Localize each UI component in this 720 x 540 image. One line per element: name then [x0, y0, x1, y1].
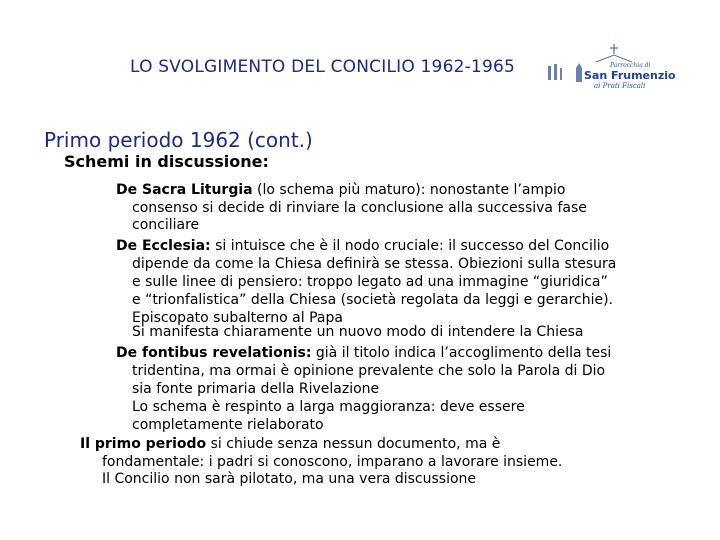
body-line: fondamentale: i padri si conoscono, imparano a lavorare insieme. — [102, 454, 563, 470]
primo-periodo-text: si chiude senza nessun documento, ma è — [206, 436, 501, 452]
de-ecclesia-text: si intuisce che è il nodo cruciale: il successo del Concilio — [210, 238, 610, 254]
body-line: conciliare — [132, 217, 200, 233]
body-line: tridentina, ma ormai è opinione prevalente che solo la Parola di Dio — [132, 363, 606, 379]
de-ecclesia-line — [116, 237, 609, 255]
de-fontibus-text: già il titolo indica l’accoglimento della tesi — [311, 345, 612, 361]
primo-periodo-line — [80, 435, 500, 453]
body-line: sia fonte primaria della Rivelazione — [132, 381, 380, 397]
de-ecclesia-label: De Ecclesia: — [116, 238, 211, 254]
sacra-liturgia-label: De Sacra Liturgia — [116, 182, 253, 198]
body-line: e “trionfalistica” della Chiesa (società regolata da leggi e gerarchie). — [132, 292, 614, 308]
body-line: dipende da come la Chiesa definirà se stessa. Obiezioni sulla stesura — [132, 256, 617, 272]
de-fontibus-label: De fontibus revelationis: — [116, 345, 312, 361]
body-line: Episcopato subalterno al Papa — [132, 310, 343, 326]
sacra-liturgia-line — [116, 181, 565, 199]
slide-title: LO SVOLGIMENTO DEL CONCILIO 1962-1965 — [130, 57, 515, 77]
sacra-liturgia-text: (lo schema più maturo): nonostante l’ampio — [252, 182, 566, 198]
logo-text-location: ai Prati Fiscali — [594, 82, 646, 90]
subheading: Schemi in discussione: — [64, 152, 269, 171]
logo-text-name: San Frumenzio — [584, 69, 676, 82]
body-line: completamente rielaborato — [132, 417, 324, 433]
body-line: consenso si decide di rinviare la conclusione alla successiva fase — [132, 200, 587, 216]
body-line: Il Concilio non sarà pilotato, ma una vera discussione — [102, 471, 477, 487]
body-line: Si manifesta chiaramente un nuovo modo di intendere la Chiesa — [132, 324, 584, 340]
body-line: e sulle linee di pensiero: troppo legato ad una immagine “giuridica” — [132, 274, 608, 290]
logo-text-parrocchia: Parrocchia di — [610, 62, 651, 69]
section-heading: Primo periodo 1962 (cont.) — [44, 128, 313, 152]
primo-periodo-label: Il primo periodo — [80, 436, 207, 452]
parish-logo — [530, 42, 676, 94]
body-line: Lo schema è respinto a larga maggioranza: deve essere — [132, 399, 525, 415]
de-fontibus-line — [116, 344, 611, 362]
